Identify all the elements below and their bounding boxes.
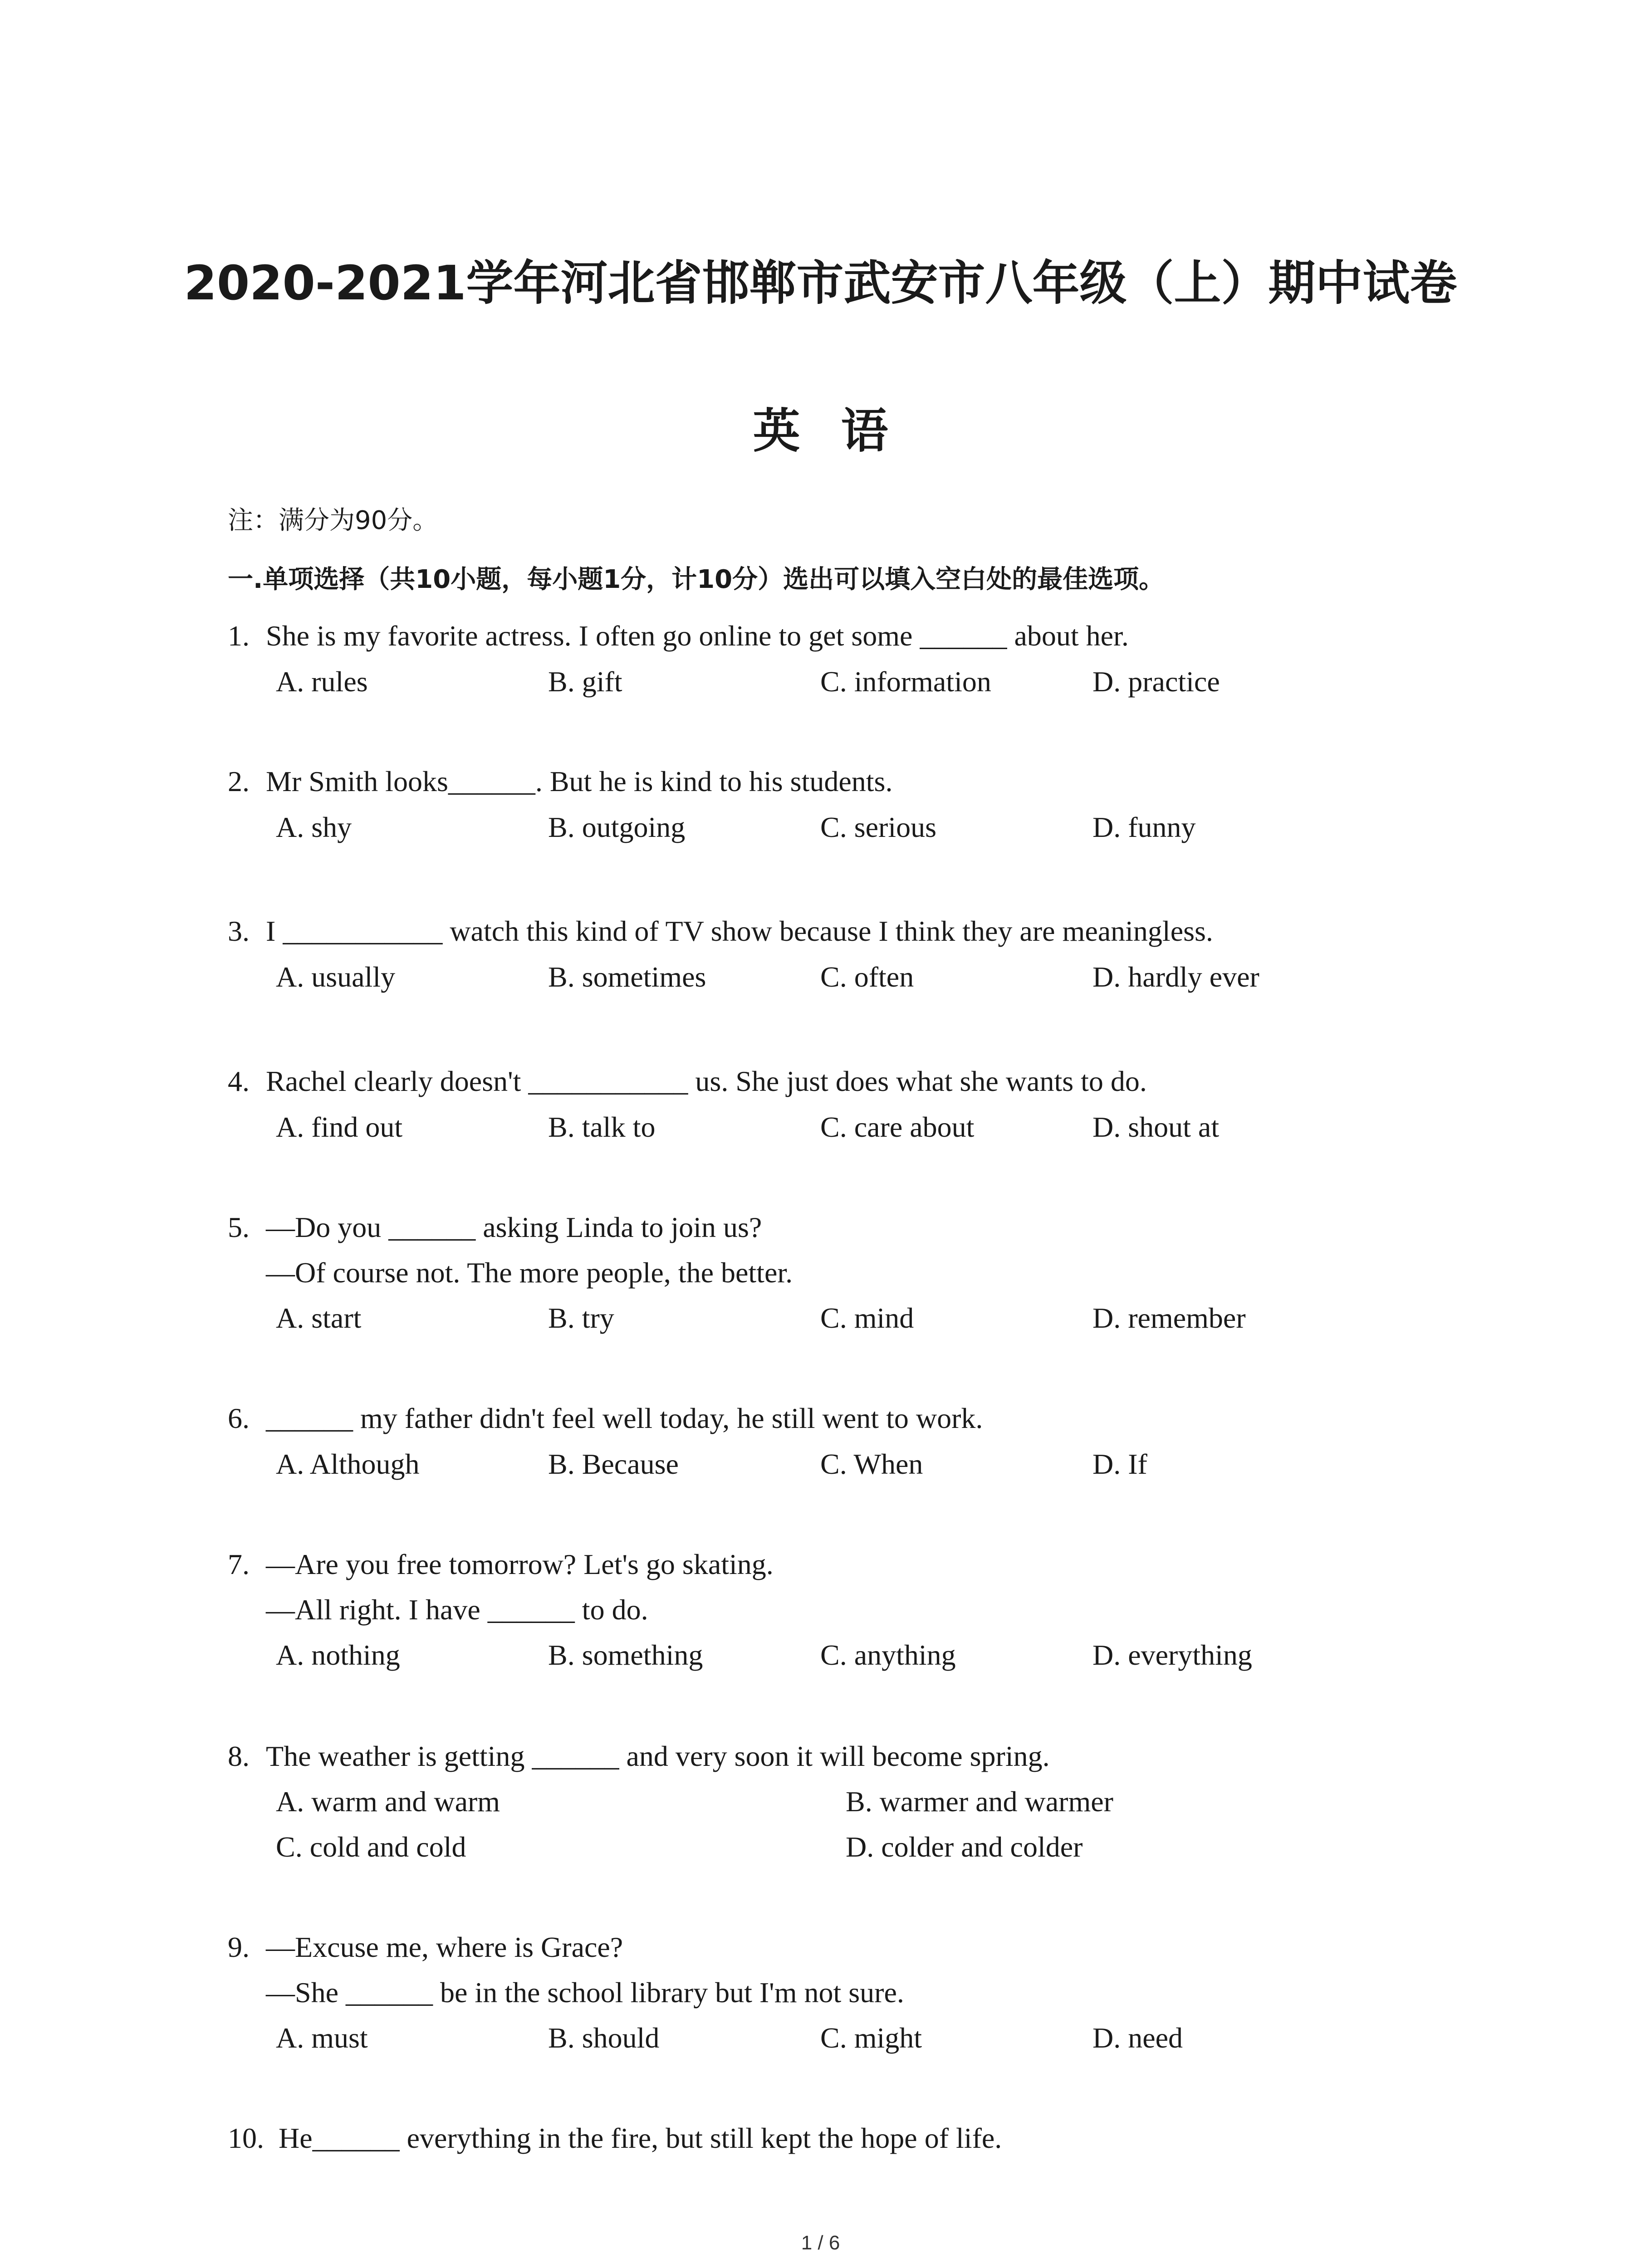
question-number: 7. [228,1548,250,1580]
option-c: C. cold and cold [276,1831,466,1863]
option-a: A. warm and warm [276,1785,500,1818]
option-d: D. practice [1092,665,1220,698]
option-a: A. shy [276,811,352,843]
option-b: B. something [548,1639,703,1671]
option-b: B. sometimes [548,961,706,993]
question-stem: —Are you free tomorrow? Let's go skating. [266,1548,774,1580]
page-number: 1 / 6 [801,2232,840,2254]
option-b: B. talk to [548,1111,656,1143]
section-heading: 一.单项选择（共10小题，每小题1分，计10分）选出可以填入空白处的最佳选项。 [228,565,1165,594]
option-a: A. usually [276,961,396,993]
option-d: D. colder and colder [846,1831,1083,1863]
question-number: 4. [228,1065,250,1097]
option-a: A. rules [276,665,368,698]
exam-subject: 英语 [753,403,929,459]
option-a: A. nothing [276,1639,400,1671]
option-d: D. If [1092,1448,1147,1480]
option-b: B. gift [548,665,622,698]
question-number: 2. [228,765,250,797]
option-c: C. serious [820,811,936,843]
question-stem-line-2: —She ______ be in the school library but I'm not sure. [266,1976,904,2009]
question-number: 8. [228,1740,250,1772]
option-c: C. anything [820,1639,956,1671]
question-stem-line-2: —Of course not. The more people, the better. [266,1256,793,1289]
question-stem: He______ everything in the fire, but still kept the hope of life. [279,2122,1002,2154]
option-c: C. information [820,665,991,698]
option-c: C. When [820,1448,923,1480]
question-number: 3. [228,915,250,947]
question-stem-line-2: —All right. I have ______ to do. [266,1593,648,1626]
exam-title: 2020-2021学年河北省邯郸市武安市八年级（上）期中试卷 [184,255,1457,311]
option-d: D. need [1092,2022,1183,2054]
score-note: 注：满分为90分。 [228,506,438,535]
option-d: D. everything [1092,1639,1252,1671]
option-b: B. outgoing [548,811,686,843]
question-number: 10. [228,2122,264,2154]
question-stem: Mr Smith looks______. But he is kind to his students. [266,765,893,797]
option-a: A. must [276,2022,368,2054]
option-b: B. should [548,2022,660,2054]
option-b: B. Because [548,1448,679,1480]
option-a: A. find out [276,1111,403,1143]
question-number: 1. [228,620,250,652]
question-stem: —Excuse me, where is Grace? [266,1931,623,1963]
option-c: C. might [820,2022,922,2054]
question-number: 9. [228,1931,250,1963]
option-a: A. start [276,1302,362,1334]
option-d: D. hardly ever [1092,961,1259,993]
question-number: 6. [228,1402,250,1434]
option-a: A. Although [276,1448,420,1480]
question-stem: —Do you ______ asking Linda to join us? [266,1211,762,1243]
question-number: 5. [228,1211,250,1243]
option-c: C. mind [820,1302,914,1334]
question-stem: The weather is getting ______ and very soon it will become spring. [266,1740,1050,1772]
option-b: B. warmer and warmer [846,1785,1113,1818]
option-d: D. funny [1092,811,1196,843]
question-stem: She is my favorite actress. I often go online to get some ______ about her. [266,620,1129,652]
option-b: B. try [548,1302,614,1334]
question-stem: Rachel clearly doesn't ___________ us. She just does what she wants to do. [266,1065,1147,1097]
question-stem: ______ my father didn't feel well today, he still went to work. [266,1402,983,1434]
option-d: D. shout at [1092,1111,1220,1143]
option-c: C. often [820,961,914,993]
option-c: C. care about [820,1111,975,1143]
option-d: D. remember [1092,1302,1246,1334]
question-stem: I ___________ watch this kind of TV show because I think they are meaningless. [266,915,1213,947]
